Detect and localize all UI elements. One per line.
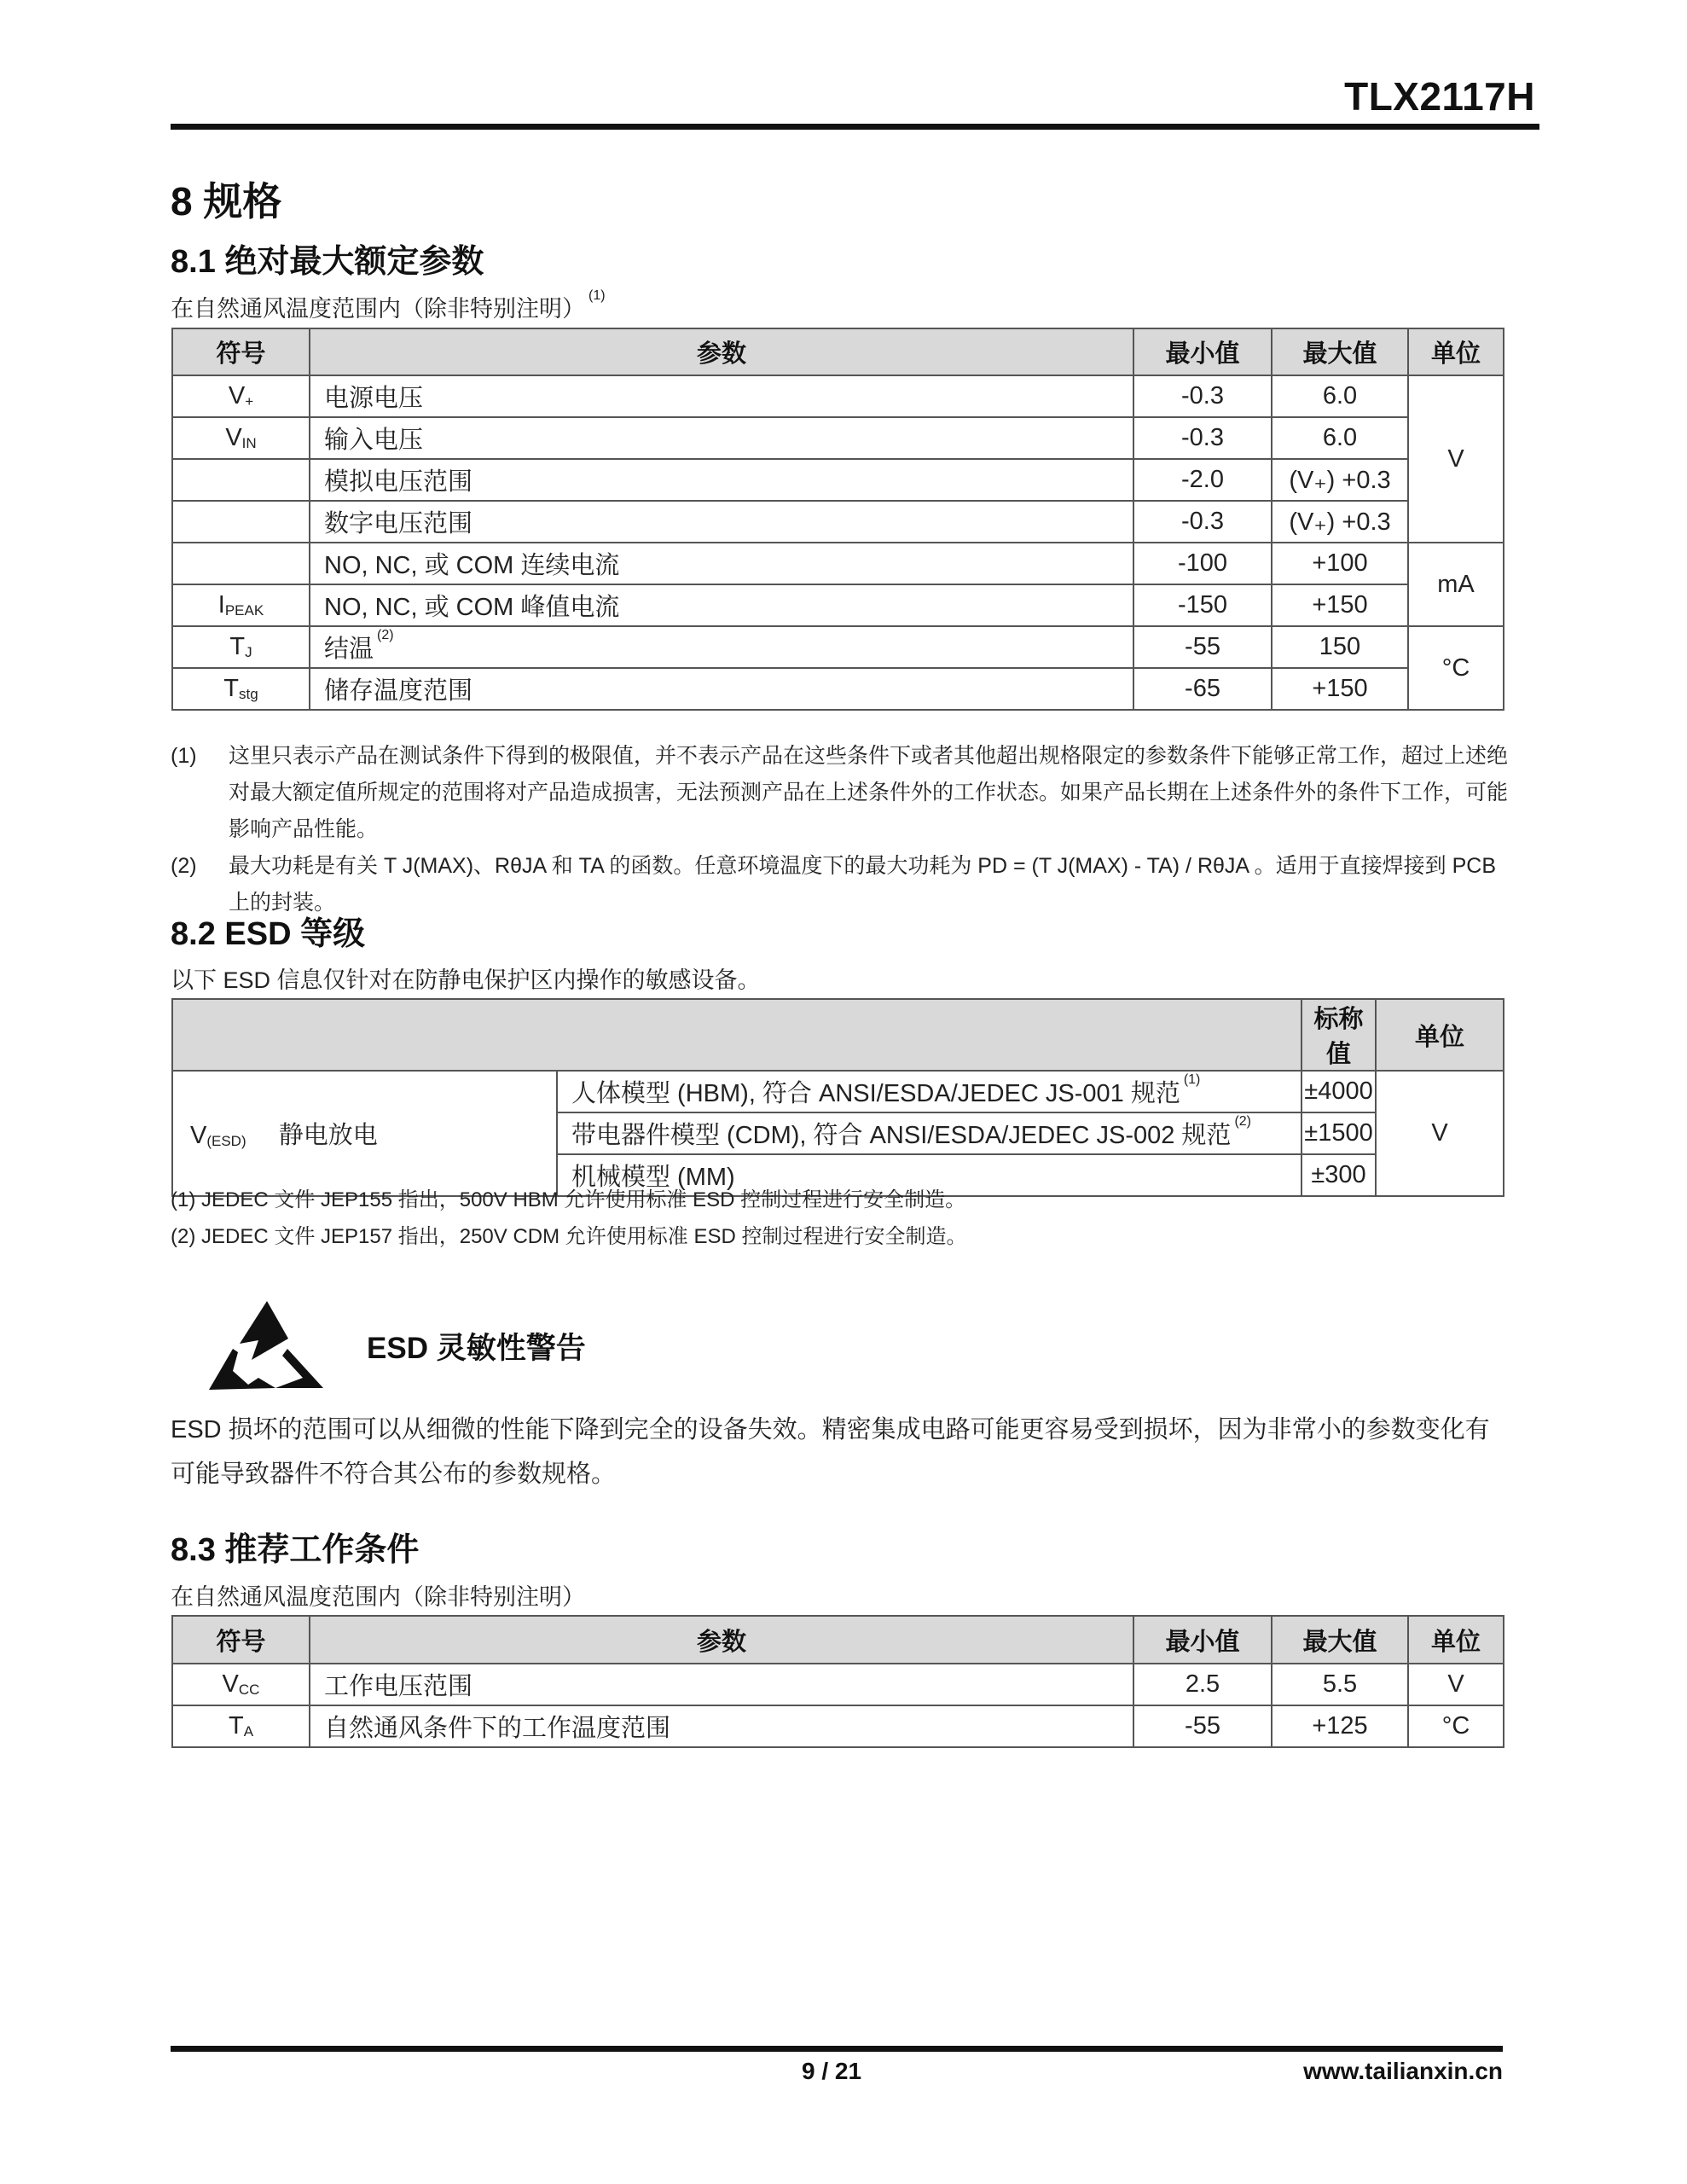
esd-note-1: (1) JEDEC 文件 JEP155 指出，500V HBM 允许使用标准 ESD 控制过程进行安全制造。 [171, 1188, 966, 1211]
min-cell: -0.3 [1133, 417, 1272, 459]
table-row [172, 417, 1504, 459]
note-2: (2) 最大功耗是有关 T J(MAX)、RθJA 和 TA 的函数。任意环境温度下的最大功耗为 PD = (T J(MAX) - TA) / RθJA 。适用于直接焊接到 PCB 上的封装。 [171, 854, 1496, 915]
min-cell: -150 [1133, 584, 1272, 626]
col-header-parameter: 参数 [310, 328, 1133, 375]
table-row [172, 1071, 1504, 1112]
symbol-cell: IPEAK [172, 584, 310, 626]
col-header-max: 最大值 [1272, 328, 1408, 375]
abs-max-title: 8.1 绝对最大额定参数 [171, 244, 484, 280]
esd-model-mm: 机械模型 (MM) [557, 1154, 1301, 1196]
min-cell: -0.3 [1133, 375, 1272, 417]
esd-notes [171, 1182, 1510, 1255]
table-row [172, 584, 1504, 626]
parameter-cell: 储存温度范围 [310, 668, 1133, 710]
esd-note-2: (2) JEDEC 文件 JEP157 指出，250V CDM 允许使用标准 ESD 控制过程进行安全制造。 [171, 1225, 967, 1248]
unit-cell: V [1408, 1664, 1504, 1705]
symbol-cell [172, 501, 310, 543]
min-cell: -55 [1133, 626, 1272, 668]
table-row [172, 543, 1504, 584]
table-row [172, 459, 1504, 501]
unit-cell: °C [1408, 626, 1504, 710]
parameter-cell: 工作电压范围 [310, 1664, 1133, 1705]
max-cell: 6.0 [1272, 417, 1408, 459]
max-cell: +150 [1272, 668, 1408, 710]
roc-table [171, 1615, 1504, 1748]
table-header-row [172, 999, 1504, 1071]
abs-max-notes [171, 738, 1510, 921]
footnote-ref: (1) [588, 288, 606, 303]
max-cell: +125 [1272, 1705, 1408, 1747]
esd-param: 静电放电 [278, 1122, 378, 1149]
esd-title: 8.2 ESD 等级 [171, 916, 366, 952]
col-header-unit: 单位 [1408, 1616, 1504, 1664]
col-header-min: 最小值 [1133, 1616, 1272, 1664]
table-header-row [172, 1616, 1504, 1664]
esd-value-cdm: ±1500 [1301, 1112, 1376, 1154]
table-row [172, 626, 1504, 668]
page-number: 9 / 21 [802, 2058, 862, 2084]
min-cell: -0.3 [1133, 501, 1272, 543]
esd-unit: V [1376, 1071, 1504, 1196]
esd-table [171, 998, 1504, 1197]
col-header-parameter: 参数 [310, 1616, 1133, 1664]
parameter-cell: 结温$^{(2)}$ [310, 626, 1133, 668]
min-cell: 2.5 [1133, 1664, 1272, 1705]
symbol-cell [172, 543, 310, 584]
parameter-cell: 电源电压 [310, 375, 1133, 417]
parameter-cell: 自然通风条件下的工作温度范围 [310, 1705, 1133, 1747]
unit-cell: V [1408, 375, 1504, 543]
unit-cell: mA [1408, 543, 1504, 626]
max-cell: 5.5 [1272, 1664, 1408, 1705]
table-row [172, 1664, 1504, 1705]
table-row [172, 668, 1504, 710]
col-header-unit: 单位 [1376, 999, 1504, 1071]
esd-warning-title: ESD 灵敏性警告 [367, 1332, 586, 1365]
esd-model-hbm: 人体模型 (HBM), 符合 ANSI/ESDA/JEDEC JS-001 规范$^{(1)}$ [557, 1071, 1301, 1112]
unit-cell: °C [1408, 1705, 1504, 1747]
col-header-max: 最大值 [1272, 1616, 1408, 1664]
table-row [172, 375, 1504, 417]
esd-value-hbm: ±4000 [1301, 1071, 1376, 1112]
parameter-cell: NO, NC, 或 COM 峰值电流 [310, 584, 1133, 626]
parameter-cell: 数字电压范围 [310, 501, 1133, 543]
parameter-cell: 模拟电压范围 [310, 459, 1133, 501]
parameter-cell: 输入电压 [310, 417, 1133, 459]
symbol-cell [172, 459, 310, 501]
parameter-cell: NO, NC, 或 COM 连续电流 [310, 543, 1133, 584]
max-cell: +100 [1272, 543, 1408, 584]
symbol-cell: Tstg [172, 668, 310, 710]
roc-title: 8.3 推荐工作条件 [171, 1532, 420, 1568]
col-header-nominal: 标称值 [1301, 999, 1376, 1071]
esd-intro: 以下 ESD 信息仅针对在防静电保护区内操作的敏感设备。 [171, 967, 761, 993]
note-1: (1) 这里只表示产品在测试条件下得到的极限值，并不表示产品在这些条件下或者其他超出规格限定的参数条件下能够正常工作，超过上述绝对最大额定值所规定的范围将对产品造成损害，无法预测产品在上述条件外的工作状态。如果产品长期在上述条件外的条件下工作，可能影响产品性能。 [171, 744, 1509, 841]
esd-value-mm: ±300 [1301, 1154, 1376, 1196]
min-cell: -65 [1133, 668, 1272, 710]
abs-max-table [171, 328, 1504, 711]
esd-model-cdm: 带电器件模型 (CDM), 符合 ANSI/ESDA/JEDEC JS-002 规范$^{(2)}$ [557, 1112, 1301, 1154]
table-row [172, 501, 1504, 543]
max-cell: (V₊) +0.3 [1272, 501, 1408, 543]
website-link[interactable]: www.tailianxin.cn [1303, 2058, 1503, 2084]
col-header-unit: 单位 [1408, 328, 1504, 375]
esd-symbol-cell: V(ESD) 静电放电 [172, 1071, 557, 1196]
footer-rule [171, 2046, 1503, 2052]
min-cell: -2.0 [1133, 459, 1272, 501]
col-header-symbol: 符号 [172, 1616, 310, 1664]
abs-max-condition: 在自然通风温度范围内（除非特别注明）$^{(1)}$ [171, 288, 606, 322]
col-header-symbol: 符号 [172, 328, 310, 375]
min-cell: -100 [1133, 543, 1272, 584]
symbol-cell: VCC [172, 1664, 310, 1705]
section-title: 8 规格 [171, 179, 282, 224]
table-header-row [172, 328, 1504, 375]
symbol-cell: TA [172, 1705, 310, 1747]
max-cell: (V₊) +0.3 [1272, 459, 1408, 501]
table-row [172, 1705, 1504, 1747]
min-cell: -55 [1133, 1705, 1272, 1747]
col-header-blank [172, 999, 1301, 1071]
symbol-cell: VIN [172, 417, 310, 459]
max-cell: 150 [1272, 626, 1408, 668]
document-title: TLX2117H [1344, 74, 1535, 119]
max-cell: 6.0 [1272, 375, 1408, 417]
header-rule [171, 124, 1539, 130]
esd-sensitive-icon [207, 1299, 327, 1393]
esd-warning-text: ESD 损坏的范围可以从细微的性能下降到完全的设备失效。精密集成电路可能更容易受到损坏，因为非常小的参数变化有可能导致器件不符合其公布的参数规格。 [171, 1416, 1490, 1488]
symbol-cell: TJ [172, 626, 310, 668]
col-header-min: 最小值 [1133, 328, 1272, 375]
symbol-cell: V+ [172, 375, 310, 417]
roc-condition: 在自然通风温度范围内（除非特别注明） [171, 1584, 585, 1610]
max-cell: +150 [1272, 584, 1408, 626]
